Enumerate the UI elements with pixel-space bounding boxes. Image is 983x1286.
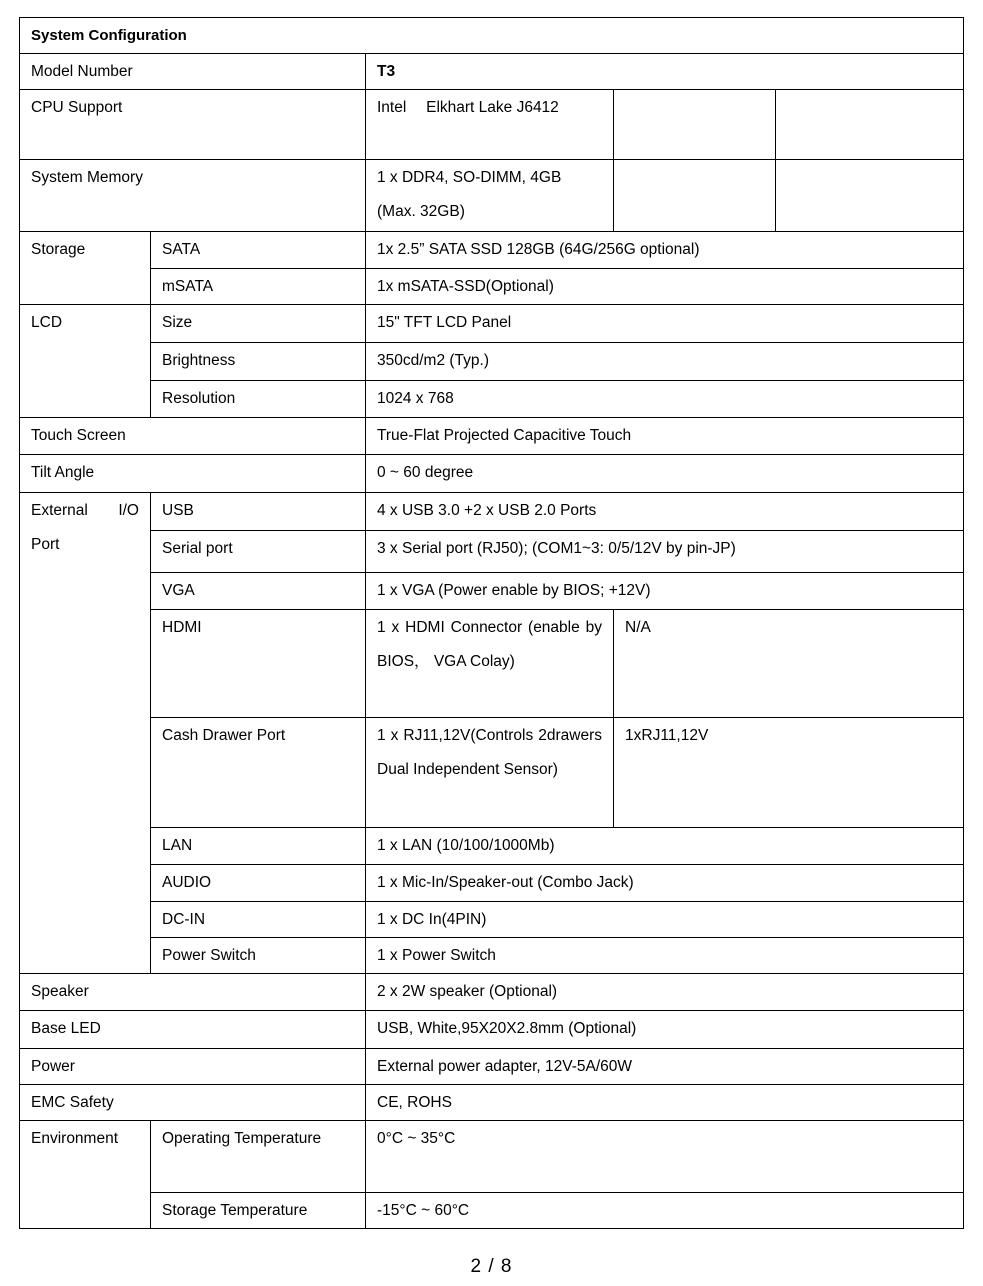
power-value: External power adapter, 12V-5A/60W <box>366 1049 964 1085</box>
lcd-label: LCD <box>20 305 151 418</box>
table-row <box>20 938 964 974</box>
cash-drawer-alt-value: 1xRJ11,12V <box>614 718 964 828</box>
cpu-empty-cell <box>776 90 964 160</box>
table-row <box>20 1049 964 1085</box>
operating-temp-label: Operating Temperature <box>151 1121 366 1193</box>
memory-value <box>366 160 614 232</box>
base-led-value: USB, White,95X20X2.8mm (Optional) <box>366 1011 964 1049</box>
model-label: Model Number <box>20 54 366 90</box>
lcd-brightness-label: Brightness <box>151 343 366 381</box>
tilt-value: 0 ~ 60 degree <box>366 455 964 493</box>
table-row <box>20 902 964 938</box>
spec-table <box>19 17 964 1229</box>
page-number: 2 / 8 <box>470 1256 513 1277</box>
dcin-value: 1 x DC In(4PIN) <box>366 902 964 938</box>
table-row <box>20 974 964 1011</box>
emc-value: CE, ROHS <box>366 1085 964 1121</box>
emc-label: EMC Safety <box>20 1085 366 1121</box>
cpu-empty-cell <box>614 90 776 160</box>
touch-value: True-Flat Projected Capacitive Touch <box>366 418 964 455</box>
table-row <box>20 455 964 493</box>
storage-temp-value: -15°C ~ 60°C <box>366 1193 964 1229</box>
audio-value: 1 x Mic-In/Speaker-out (Combo Jack) <box>366 865 964 902</box>
table-row <box>20 305 964 343</box>
table-row <box>20 531 964 573</box>
storage-label: Storage <box>20 232 151 305</box>
table-row <box>20 1011 964 1049</box>
vga-label: VGA <box>151 573 366 610</box>
table-row <box>20 269 964 305</box>
usb-value: 4 x USB 3.0 +2 x USB 2.0 Ports <box>366 493 964 531</box>
usb-label: USB <box>151 493 366 531</box>
table-row <box>20 573 964 610</box>
lcd-size-value: 15" TFT LCD Panel <box>366 305 964 343</box>
lan-label: LAN <box>151 828 366 865</box>
speaker-value: 2 x 2W speaker (Optional) <box>366 974 964 1011</box>
table-row <box>20 232 964 269</box>
cash-drawer-label: Cash Drawer Port <box>151 718 366 828</box>
hdmi-alt-value: N/A <box>614 610 964 718</box>
power-label: Power <box>20 1049 366 1085</box>
power-switch-label: Power Switch <box>151 938 366 974</box>
touch-label: Touch Screen <box>20 418 366 455</box>
table-row <box>20 54 964 90</box>
table-row <box>20 1085 964 1121</box>
table-row <box>20 718 964 828</box>
table-row <box>20 828 964 865</box>
lcd-resolution-label: Resolution <box>151 381 366 418</box>
table-row <box>20 1121 964 1193</box>
memory-line-2: (Max. 32GB) <box>377 203 465 220</box>
storage-temp-label: Storage Temperature <box>151 1193 366 1229</box>
memory-empty-cell <box>614 160 776 232</box>
memory-label: System Memory <box>20 160 366 232</box>
table-row <box>20 610 964 718</box>
cash-drawer-value: 1 x RJ11,12V(Controls 2drawers Dual Independent Sensor) <box>366 718 614 828</box>
operating-temp-value: 0°C ~ 35°C <box>366 1121 964 1193</box>
base-led-label: Base LED <box>20 1011 366 1049</box>
cpu-value: Intel Elkhart Lake J6412 <box>366 90 614 160</box>
lcd-resolution-value: 1024 x 768 <box>366 381 964 418</box>
table-row <box>20 493 964 531</box>
table-row <box>20 18 964 54</box>
table-row <box>20 1193 964 1229</box>
sata-label: SATA <box>151 232 366 269</box>
audio-label: AUDIO <box>151 865 366 902</box>
vga-value: 1 x VGA (Power enable by BIOS; +12V) <box>366 573 964 610</box>
lcd-size-label: Size <box>151 305 366 343</box>
sata-value: 1x 2.5” SATA SSD 128GB (64G/256G optional) <box>366 232 964 269</box>
dcin-label: DC-IN <box>151 902 366 938</box>
table-row <box>20 381 964 418</box>
msata-value: 1x mSATA-SSD(Optional) <box>366 269 964 305</box>
table-row <box>20 343 964 381</box>
cpu-label: CPU Support <box>20 90 366 160</box>
table-row <box>20 160 964 232</box>
io-label: External I/O Port <box>20 493 151 974</box>
environment-label: Environment <box>20 1121 151 1229</box>
hdmi-label: HDMI <box>151 610 366 718</box>
table-header: System Configuration <box>20 18 964 54</box>
lcd-brightness-value: 350cd/m2 (Typ.) <box>366 343 964 381</box>
table-row <box>20 865 964 902</box>
lan-value: 1 x LAN (10/100/1000Mb) <box>366 828 964 865</box>
msata-label: mSATA <box>151 269 366 305</box>
table-row <box>20 418 964 455</box>
power-switch-value: 1 x Power Switch <box>366 938 964 974</box>
speaker-label: Speaker <box>20 974 366 1011</box>
hdmi-value: 1 x HDMI Connector (enable by BIOS， VGA Colay) <box>366 610 614 718</box>
serial-value: 3 x Serial port (RJ50); (COM1~3: 0/5/12V by pin-JP) <box>366 531 964 573</box>
serial-label: Serial port <box>151 531 366 573</box>
memory-empty-cell <box>776 160 964 232</box>
memory-line-1: 1 x DDR4, SO-DIMM, 4GB <box>377 169 562 186</box>
model-value: T3 <box>366 54 964 90</box>
table-row <box>20 90 964 160</box>
tilt-label: Tilt Angle <box>20 455 366 493</box>
